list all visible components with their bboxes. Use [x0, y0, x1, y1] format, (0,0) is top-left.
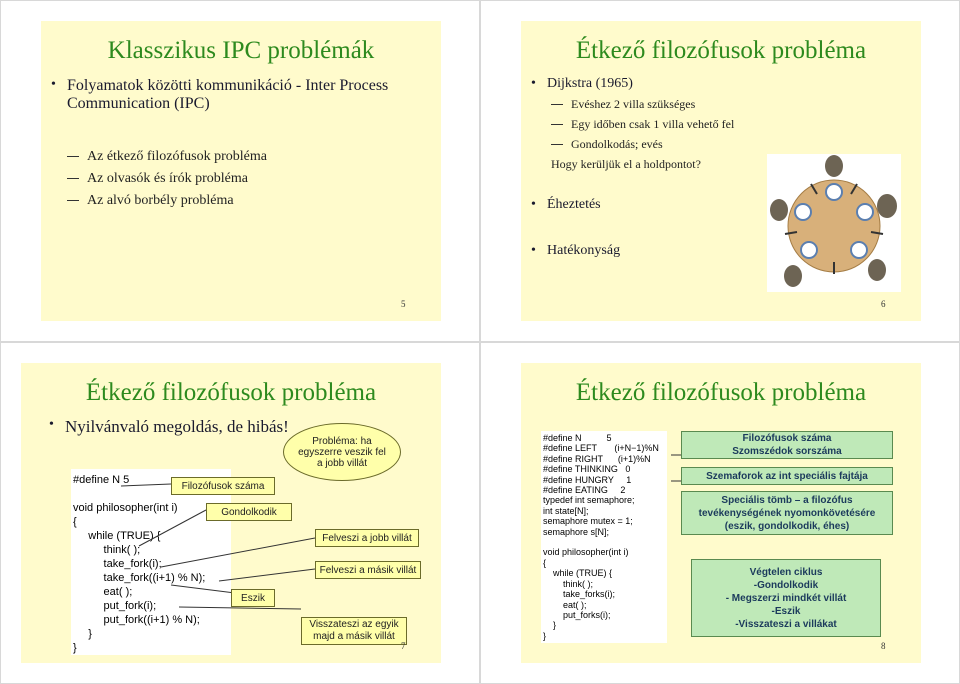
dash	[551, 104, 563, 105]
sub-text: Evéshez 2 villa szükséges	[571, 97, 696, 111]
callout-felveszi-masik: Felveszi a másik villát	[315, 561, 421, 579]
dash	[67, 178, 79, 179]
dash	[67, 200, 79, 201]
code-listing: #define N 5 void philosopher(int i) { while (TRUE) think( ); take_fork(i); take_fork((i+1) % N); eat( ); put_fork(i); put_fork((i+1) % N); } }	[71, 469, 231, 655]
dash	[551, 144, 563, 145]
slide-5	[0, 0, 480, 342]
sub-item-text: Az alvó borbély probléma	[87, 193, 234, 208]
box-specialis-tomb: Speciális tömb – a filozófus tevékenységének nyomonkövetésére (eszik, gondolkodik, éhes)	[681, 491, 893, 535]
dash	[67, 156, 79, 157]
callout-felveszi-jobb: Felveszi a jobb villát	[315, 529, 419, 547]
slide-7-title: Étkező filozófusok probléma	[85, 379, 377, 406]
sub-gondolkodas	[571, 137, 663, 152]
slide-8-title: Étkező filozófusok probléma	[575, 379, 867, 406]
callout-gondolkodik: Gondolkodik	[206, 503, 292, 521]
sub-evezes	[571, 97, 695, 112]
box-szemaforok: Szemaforok az int speciális fajtája	[681, 467, 893, 485]
bullet-dot: •	[531, 76, 536, 91]
page-number: 8	[881, 641, 886, 651]
page-number: 5	[401, 299, 406, 309]
sub-text: Hogy kerüljük el a holdpontot?	[551, 157, 701, 171]
sub-item-text: Az étkező filozófusok probléma	[87, 149, 267, 164]
slide-8	[480, 342, 960, 684]
sub-holtpont	[551, 157, 701, 172]
slide-5-content	[41, 21, 441, 321]
slide-7-content	[21, 363, 441, 663]
slide-6-title: Étkező filozófusok probléma	[575, 37, 867, 64]
slide-8-content	[521, 363, 921, 663]
bullet-hatekonysag	[531, 243, 621, 259]
bullet-dijkstra	[531, 76, 633, 92]
callout-visszateszi: Visszateszi az egyik majd a másik villát	[301, 617, 407, 645]
slide-5-title: Klasszikus IPC problémák	[107, 37, 375, 64]
dash	[551, 124, 563, 125]
bullet-ipc	[51, 77, 407, 113]
page-number: 7	[401, 641, 406, 651]
bullet-ipc-text: Folyamatok közötti kommunikáció - Inter Process Communication (IPC)	[67, 77, 389, 112]
bullet-dot: •	[49, 417, 54, 432]
callout-eszik: Eszik	[231, 589, 275, 607]
bullet-hibas-text: Nyilvánvaló megoldás, de hibás!	[65, 417, 289, 436]
code-listing: #define N 5 #define LEFT (i+N−1)%N #define RIGHT (i+1)%N #define THINKING 0 #define HUNGRY 1 #define EATING 2 typedef int semaphore; int state[N]; semaphore mutex = 1; semaphore s[N]; void philosopher(int i) { while (TRUE) { think( ); take_forks(i); eat( ); put_forks(i); } }	[541, 431, 667, 643]
bullet-eheztetes-text: Éheztetés	[547, 197, 601, 212]
slide-6-content	[521, 21, 921, 321]
bullet-dot: •	[531, 243, 536, 258]
dining-philosophers-image	[767, 154, 901, 292]
callout-problema: Probléma: ha egyszerre veszik fel a jobb villát	[283, 423, 401, 481]
bullet-hatekonysag-text: Hatékonyság	[547, 243, 621, 258]
bullet-dot: •	[531, 197, 536, 212]
sub-text: Egy időben csak 1 villa vehető fel	[571, 117, 735, 131]
sub-egy-villa	[571, 117, 734, 132]
page-number: 6	[881, 299, 886, 309]
sub-item-etkezo	[87, 149, 267, 165]
bullet-eheztetes	[531, 197, 601, 213]
sub-item-olvasok	[87, 171, 248, 187]
sub-item-text: Az olvasók és írók probléma	[87, 171, 248, 186]
bullet-dijkstra-text: Dijkstra (1965)	[547, 76, 633, 91]
box-vegtelen-ciklus: Végtelen ciklus -Gondolkodik - Megszerzi mindkét villát -Eszik -Visszateszi a villákat	[691, 559, 881, 637]
sub-text: Gondolkodás; evés	[571, 137, 663, 151]
sub-item-borbely	[87, 193, 234, 209]
slide-7	[0, 342, 480, 684]
bullet-dot: •	[51, 77, 56, 92]
box-filozofusok-szama: Filozófusok száma Szomszédok sorszáma	[681, 431, 893, 459]
slide-6	[480, 0, 960, 342]
callout-filozofusok-szama: Filozófusok száma	[171, 477, 275, 495]
